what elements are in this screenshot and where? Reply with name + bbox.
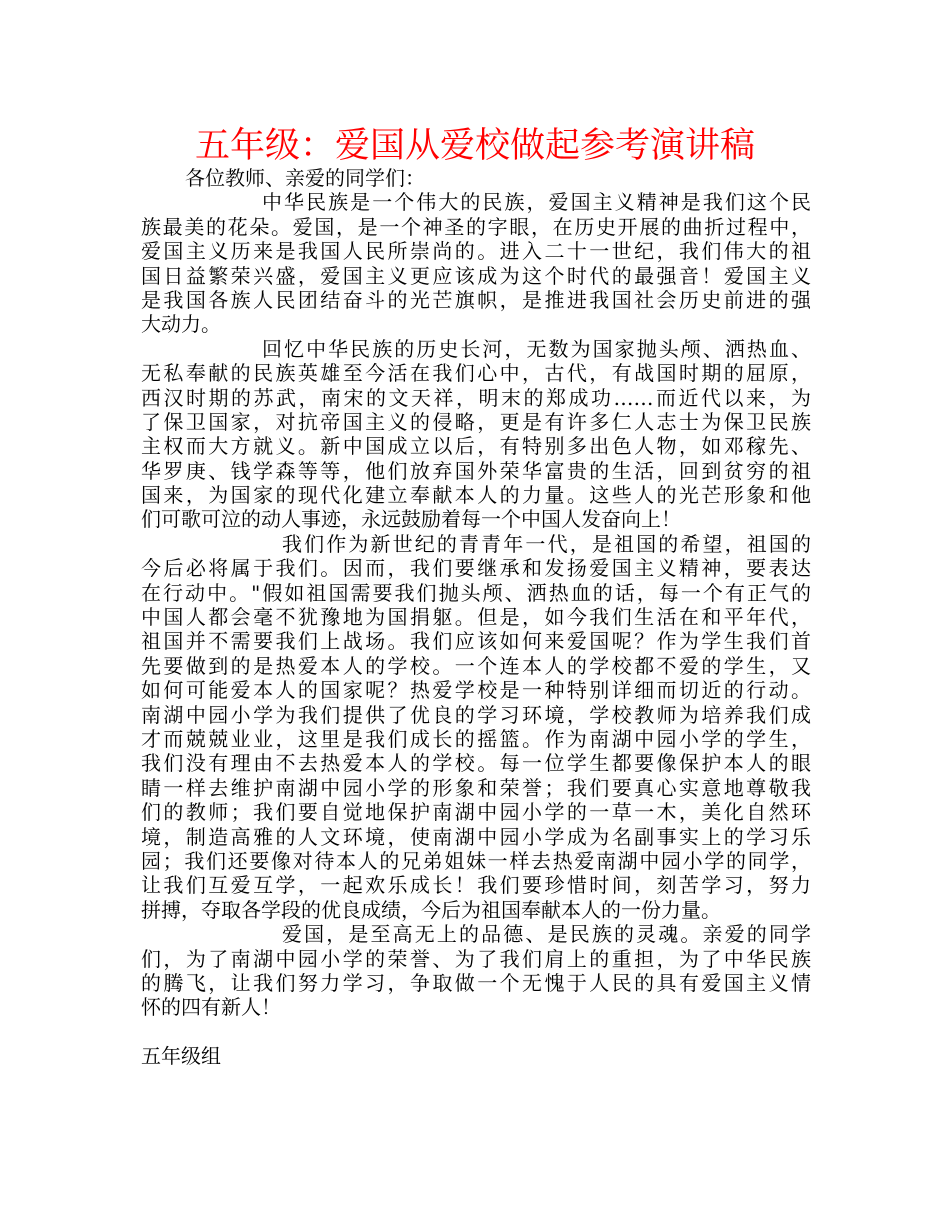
paragraph-3-line: 在行动中。"假如祖国需要我们抛头颅、洒热血的话，每一个有正气的 [141,580,811,605]
paragraph-3-line: 睛一样去维护南湖中园小学的形象和荣誉；我们要真心实意地尊敬我 [141,775,811,800]
paragraph-1-line: 是我国各族人民团结奋斗的光芒旗帜，是推进我国社会历史前进的强 [141,287,811,312]
paragraph-3-line: 才而兢兢业业，这里是我们成长的摇篮。作为南湖中园小学的学生， [141,726,811,751]
paragraph-4-line: 爱国，是至高无上的品德、是民族的灵魂。亲爱的同学 [282,922,811,947]
paragraph-2-line: 了保卫国家，对抗帝国主义的侵略，更是有许多仁人志士为保卫民族 [141,409,811,434]
paragraph-3-line: 我们没有理由不去热爱本人的学校。每一位学生都要像保护本人的眼 [141,751,811,776]
paragraph-4-line: 们，为了南湖中园小学的荣誉、为了我们肩上的重担，为了中华民族 [141,946,811,971]
paragraph-3-line: 今后必将属于我们。因而，我们要继承和发扬爱国主义精神，要表达 [141,556,811,581]
paragraph-3-line: 园；我们还要像对待本人的兄弟姐妹一样去热爱南湖中园小学的同学， [141,848,811,873]
blank-line [141,1020,811,1044]
paragraph-2-line: 无私奉献的民族英雄至今活在我们心中，古代，有战国时期的屈原， [141,361,811,386]
paragraph-2-line: 们可歌可泣的动人事迹，永远鼓励着每一个中国人发奋向上！ [141,507,681,532]
paragraph-1-line: 族最美的花朵。爱国，是一个神圣的字眼，在历史开展的曲折过程中， [141,214,811,239]
signature: 五年级组 [141,1044,221,1069]
paragraph-3-line: 我们作为新世纪的青青年一代，是祖国的希望，祖国的 [282,531,811,556]
paragraph-3-line: 祖国并不需要我们上战场。我们应该如何来爱国呢？作为学生我们首 [141,629,811,654]
document-title: 五年级：爱国从爱校做起参考演讲稿 [194,126,755,166]
paragraph-1-line: 国日益繁荣兴盛，爱国主义更应该成为这个时代的最强音！爱国主义 [141,263,811,288]
paragraph-2-line: 华罗庚、钱学森等等，他们放弃国外荣华富贵的生活，回到贫穷的祖 [141,458,811,483]
paragraph-4-line: 的腾飞，让我们努力学习，争取做一个无愧于人民的具有爱国主义情 [141,970,811,995]
paragraph-3-line: 拼搏，夺取各学段的优良成绩，今后为祖国奉献本人的一份力量。 [141,897,721,922]
paragraph-1-line: 爱国主义历来是我国人民所崇尚的。进入二十一世纪，我们伟大的祖 [141,239,811,264]
paragraph-3-line: 如何可能爱本人的国家呢？热爱学校是一种特别详细而切近的行动。 [141,678,811,703]
paragraph-1-line: 中华民族是一个伟大的民族，爱国主义精神是我们这个民 [262,190,811,215]
paragraph-2-line: 主权而大方就义。新中国成立以后，有特别多出色人物，如邓稼先、 [141,434,811,459]
greeting-line: 各位教师、亲爱的同学们： [185,166,425,190]
paragraph-2-line: 西汉时期的苏武，南宋的文天祥，明末的郑成功……而近代以来，为 [141,385,811,410]
paragraph-3-line: 境，制造高雅的人文环境，使南湖中园小学成为名副事实上的学习乐 [141,824,811,849]
paragraph-4-line: 怀的四有新人！ [141,995,281,1020]
paragraph-2-line: 国来，为国家的现代化建立奉献本人的力量。这些人的光芒形象和他 [141,483,811,508]
paragraph-3-line: 们的教师；我们要自觉地保护南湖中园小学的一草一木，美化自然环 [141,800,811,825]
paragraph-3-line: 中国人都会毫不犹豫地为国捐躯。但是，如今我们生活在和平年代， [141,605,811,630]
paragraph-1-line: 大动力。 [141,312,221,337]
paragraph-2-line: 回忆中华民族的历史长河，无数为国家抛头颅、洒热血、 [262,336,811,361]
paragraph-3-line: 南湖中园小学为我们提供了优良的学习环境，学校教师为培养我们成 [141,702,811,727]
paragraph-3-line: 先要做到的是热爱本人的学校。一个连本人的学校都不爱的学生，又 [141,653,811,678]
document-body [141,166,811,1068]
paragraph-3-line: 让我们互爱互学，一起欢乐成长！我们要珍惜时间，刻苦学习，努力 [141,873,811,898]
